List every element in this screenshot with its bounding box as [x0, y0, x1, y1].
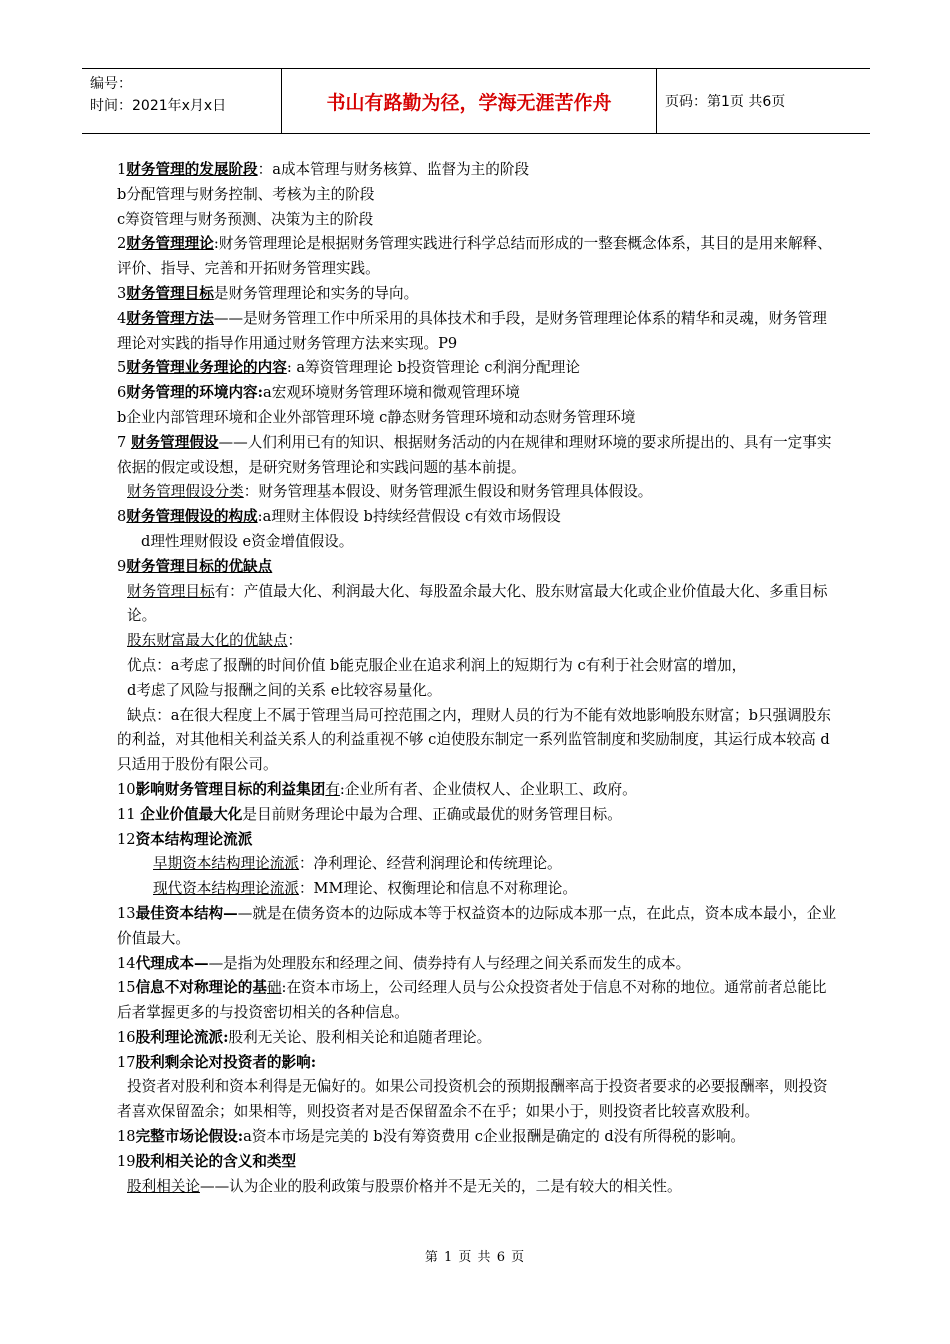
line-14	[117, 555, 837, 580]
term: 股利相关论	[127, 1177, 200, 1195]
header-info	[82, 69, 282, 133]
line-31	[117, 1125, 837, 1150]
term: 财务管理假设分类	[127, 483, 244, 501]
line-13: d理性理财假设 e资金增值假设。	[141, 532, 354, 550]
item-number: 2	[117, 235, 127, 253]
text: 股利无关论、股利相关论和追随者理论。	[228, 1028, 492, 1046]
line-24	[117, 877, 837, 902]
text: ——人们利用已有的知识、根据财务活动的内在规律和理财环境的要求所提出的、具有一定事实依据的假定或设想，是研究财务管理论和实践问题的基本前提。	[117, 433, 832, 476]
text: 是目前财务理论中最为合理、正确或最优的财务管理目标。	[242, 805, 622, 823]
text: a资本市场是完美的 b没有筹资费用 c企业报酬是确定的 d没有所得税的影响。	[243, 1128, 746, 1146]
line-28	[117, 1026, 837, 1051]
line-8	[117, 381, 837, 406]
text: ：净利理论、经营利润理论和传统理论。	[298, 855, 562, 873]
term: 财务管理业务理论的内容	[126, 359, 287, 377]
term: 现代资本结构理论流派	[153, 880, 299, 898]
term-suffix: 有	[325, 780, 340, 798]
line-17: 优点：a考虑了报酬的时间价值 b能克服企业在追求利润上的短期行为 c有利于社会财富的增加，	[127, 656, 747, 674]
item-number: 12	[117, 830, 136, 848]
text: ——认为企业的股利政策与股票价格并不是无关的，二是有较大的相关性。	[199, 1177, 682, 1195]
line-3: c筹资管理与财务预测、决策为主的阶段	[117, 210, 374, 228]
term: 完整市场论假设:	[135, 1128, 244, 1146]
text: ：	[287, 632, 303, 650]
document-body	[117, 158, 837, 1199]
item-number: 8	[117, 508, 127, 526]
line-19: 缺点：a在很大程度上不属于管理当局可控范围之内，理财人员的行为不能有效地影响股东财富；b只强调股东的利益，对其他相关利益关系人的利益重视不够 c迫使股东制定一系列监管制度和奖励制度，其运行成本较高 d只适用于股份有限公司。	[117, 706, 831, 774]
line-16	[117, 629, 837, 654]
line-23	[117, 852, 837, 877]
item-number: 17	[117, 1053, 136, 1071]
term: 财务管理目标的优缺点	[126, 557, 273, 575]
term: 影响财务管理目标的利益集团	[135, 780, 326, 798]
text: ：财务管理基本假设、财务管理派生假设和财务管理具体假设。	[243, 483, 653, 501]
term: 信息不对称理论的基	[135, 979, 267, 997]
line-27	[117, 976, 837, 1026]
item-number: 1	[117, 161, 127, 178]
text: —是指为处理股东和经理之间、债券持有人与经理之间关系而发生的成本。	[208, 954, 691, 972]
line-25	[117, 902, 837, 952]
term: 财务管理方法	[126, 309, 214, 327]
text: ：MM理论、权衡理论和信息不对称理论。	[298, 880, 577, 898]
time-label: 时间：2021年x月x日	[90, 98, 227, 114]
line-2: b分配管理与财务控制、考核为主的阶段	[117, 185, 375, 203]
term: 资本结构理论流派	[135, 830, 253, 848]
line-9: b企业内部管理环境和企业外部管理环境 c静态财务管理环境和动态财务管理环境	[117, 408, 636, 426]
term: 财务管理的环境内容:	[126, 384, 264, 402]
line-20	[117, 778, 837, 803]
line-7	[117, 356, 837, 381]
line-26	[117, 952, 837, 977]
line-4	[117, 232, 837, 282]
item-number: 7	[117, 433, 127, 451]
line-32	[117, 1150, 837, 1175]
item-number: 9	[117, 557, 127, 575]
term: 企业价值最大化	[140, 805, 243, 823]
item-number: 6	[117, 384, 127, 402]
term: 股利相关论的含义和类型	[135, 1152, 297, 1170]
page-footer: 第 1 页 共 6 页	[424, 1250, 526, 1265]
item-number: 16	[117, 1028, 136, 1046]
term: 财务管理理论	[126, 235, 214, 253]
term: 股利剩余论对投资者的影响:	[135, 1053, 317, 1071]
line-15	[117, 580, 837, 630]
line-33	[117, 1175, 837, 1200]
term: 财务管理的发展阶段	[126, 161, 258, 178]
item-number: 3	[117, 284, 127, 302]
text: —就是在债务资本的边际成本等于权益资本的边际成本那一点，在此点，资本成本最小，企业价值最大。	[117, 904, 837, 947]
line-21	[117, 803, 837, 828]
item-number: 15	[117, 979, 136, 997]
item-number: 19	[117, 1152, 136, 1170]
page-header	[82, 68, 870, 134]
item-number: 14	[117, 954, 136, 972]
line-11	[117, 480, 837, 505]
term: 财务管理目标	[126, 284, 214, 302]
header-page-label: 页码：第1页 共6页	[665, 94, 786, 110]
text: ——是财务管理工作中所采用的具体技术和手段，是财务管理理论体系的精华和灵魂，财务管理理论对实践的指导作用通过财务管理方法来实现。P9	[117, 309, 827, 352]
line-18: d考虑了风险与报酬之间的关系 e比较容易量化。	[127, 681, 442, 699]
line-12	[117, 505, 837, 530]
item-number: 4	[117, 309, 127, 327]
text: :在资本市场上，公司经理人员与公众投资者处于信息不对称的地位。通常前者总能比后者掌握更多的与投资密切相关的各种信息。	[117, 979, 827, 1022]
number-label: 编号：	[90, 76, 132, 92]
line-29	[117, 1051, 837, 1076]
term-suffix: 础	[266, 979, 282, 997]
term: 财务管理假设的构成	[126, 508, 258, 526]
term: 代理成本—	[135, 954, 209, 972]
line-1	[117, 158, 837, 183]
term: 财务管理假设	[130, 433, 219, 451]
item-number: 13	[117, 904, 136, 922]
text: :财务管理理论是根据财务管理实践进行科学总结而形成的一整套概念体系，其目的是用来解释、评价、指导、完善和开拓财务管理实践。	[117, 235, 832, 278]
term: 早期资本结构理论流派	[153, 855, 299, 873]
term: 最佳资本结构—	[135, 904, 238, 922]
line-30: 投资者对股利和资本利得是无偏好的。如果公司投资机会的预期报酬率高于投资者要求的必要报酬率，则投资者喜欢保留盈余；如果相等，则投资者对是否保留盈余不在乎；如果小于，则投资者比较喜欢股利。	[117, 1078, 828, 1121]
text: a宏观环境财务管理环境和微观管理环境	[263, 384, 520, 402]
line-10	[117, 431, 837, 481]
text: : a筹资管理理论 b投资管理论 c利润分配理论	[286, 359, 580, 377]
item-number: 10	[117, 780, 136, 798]
term: 财务管理目标	[127, 582, 215, 600]
item-number: 11	[117, 805, 136, 823]
line-22	[117, 828, 837, 853]
term: 股东财富最大化的优缺点	[127, 632, 288, 650]
text: 有：产值最大化、利润最大化、每股盈余最大化、股东财富最大化或企业价值最大化、多重目标论。	[127, 582, 828, 625]
text: 是财务管理理论和实务的导向。	[213, 284, 419, 302]
text: :企业所有者、企业债权人、企业职工、政府。	[339, 780, 637, 798]
line-5	[117, 282, 837, 307]
text: ：a成本管理与财务核算、监督为主的阶段	[257, 161, 530, 178]
line-6	[117, 307, 837, 357]
item-number: 18	[117, 1128, 136, 1146]
header-motto: 书山有路勤为径，学海无涯苦作舟	[282, 69, 657, 133]
item-number: 5	[117, 359, 127, 377]
term: 股利理论流派:	[135, 1028, 229, 1046]
text: :a理财主体假设 b持续经营假设 c有效市场假设	[257, 508, 561, 526]
